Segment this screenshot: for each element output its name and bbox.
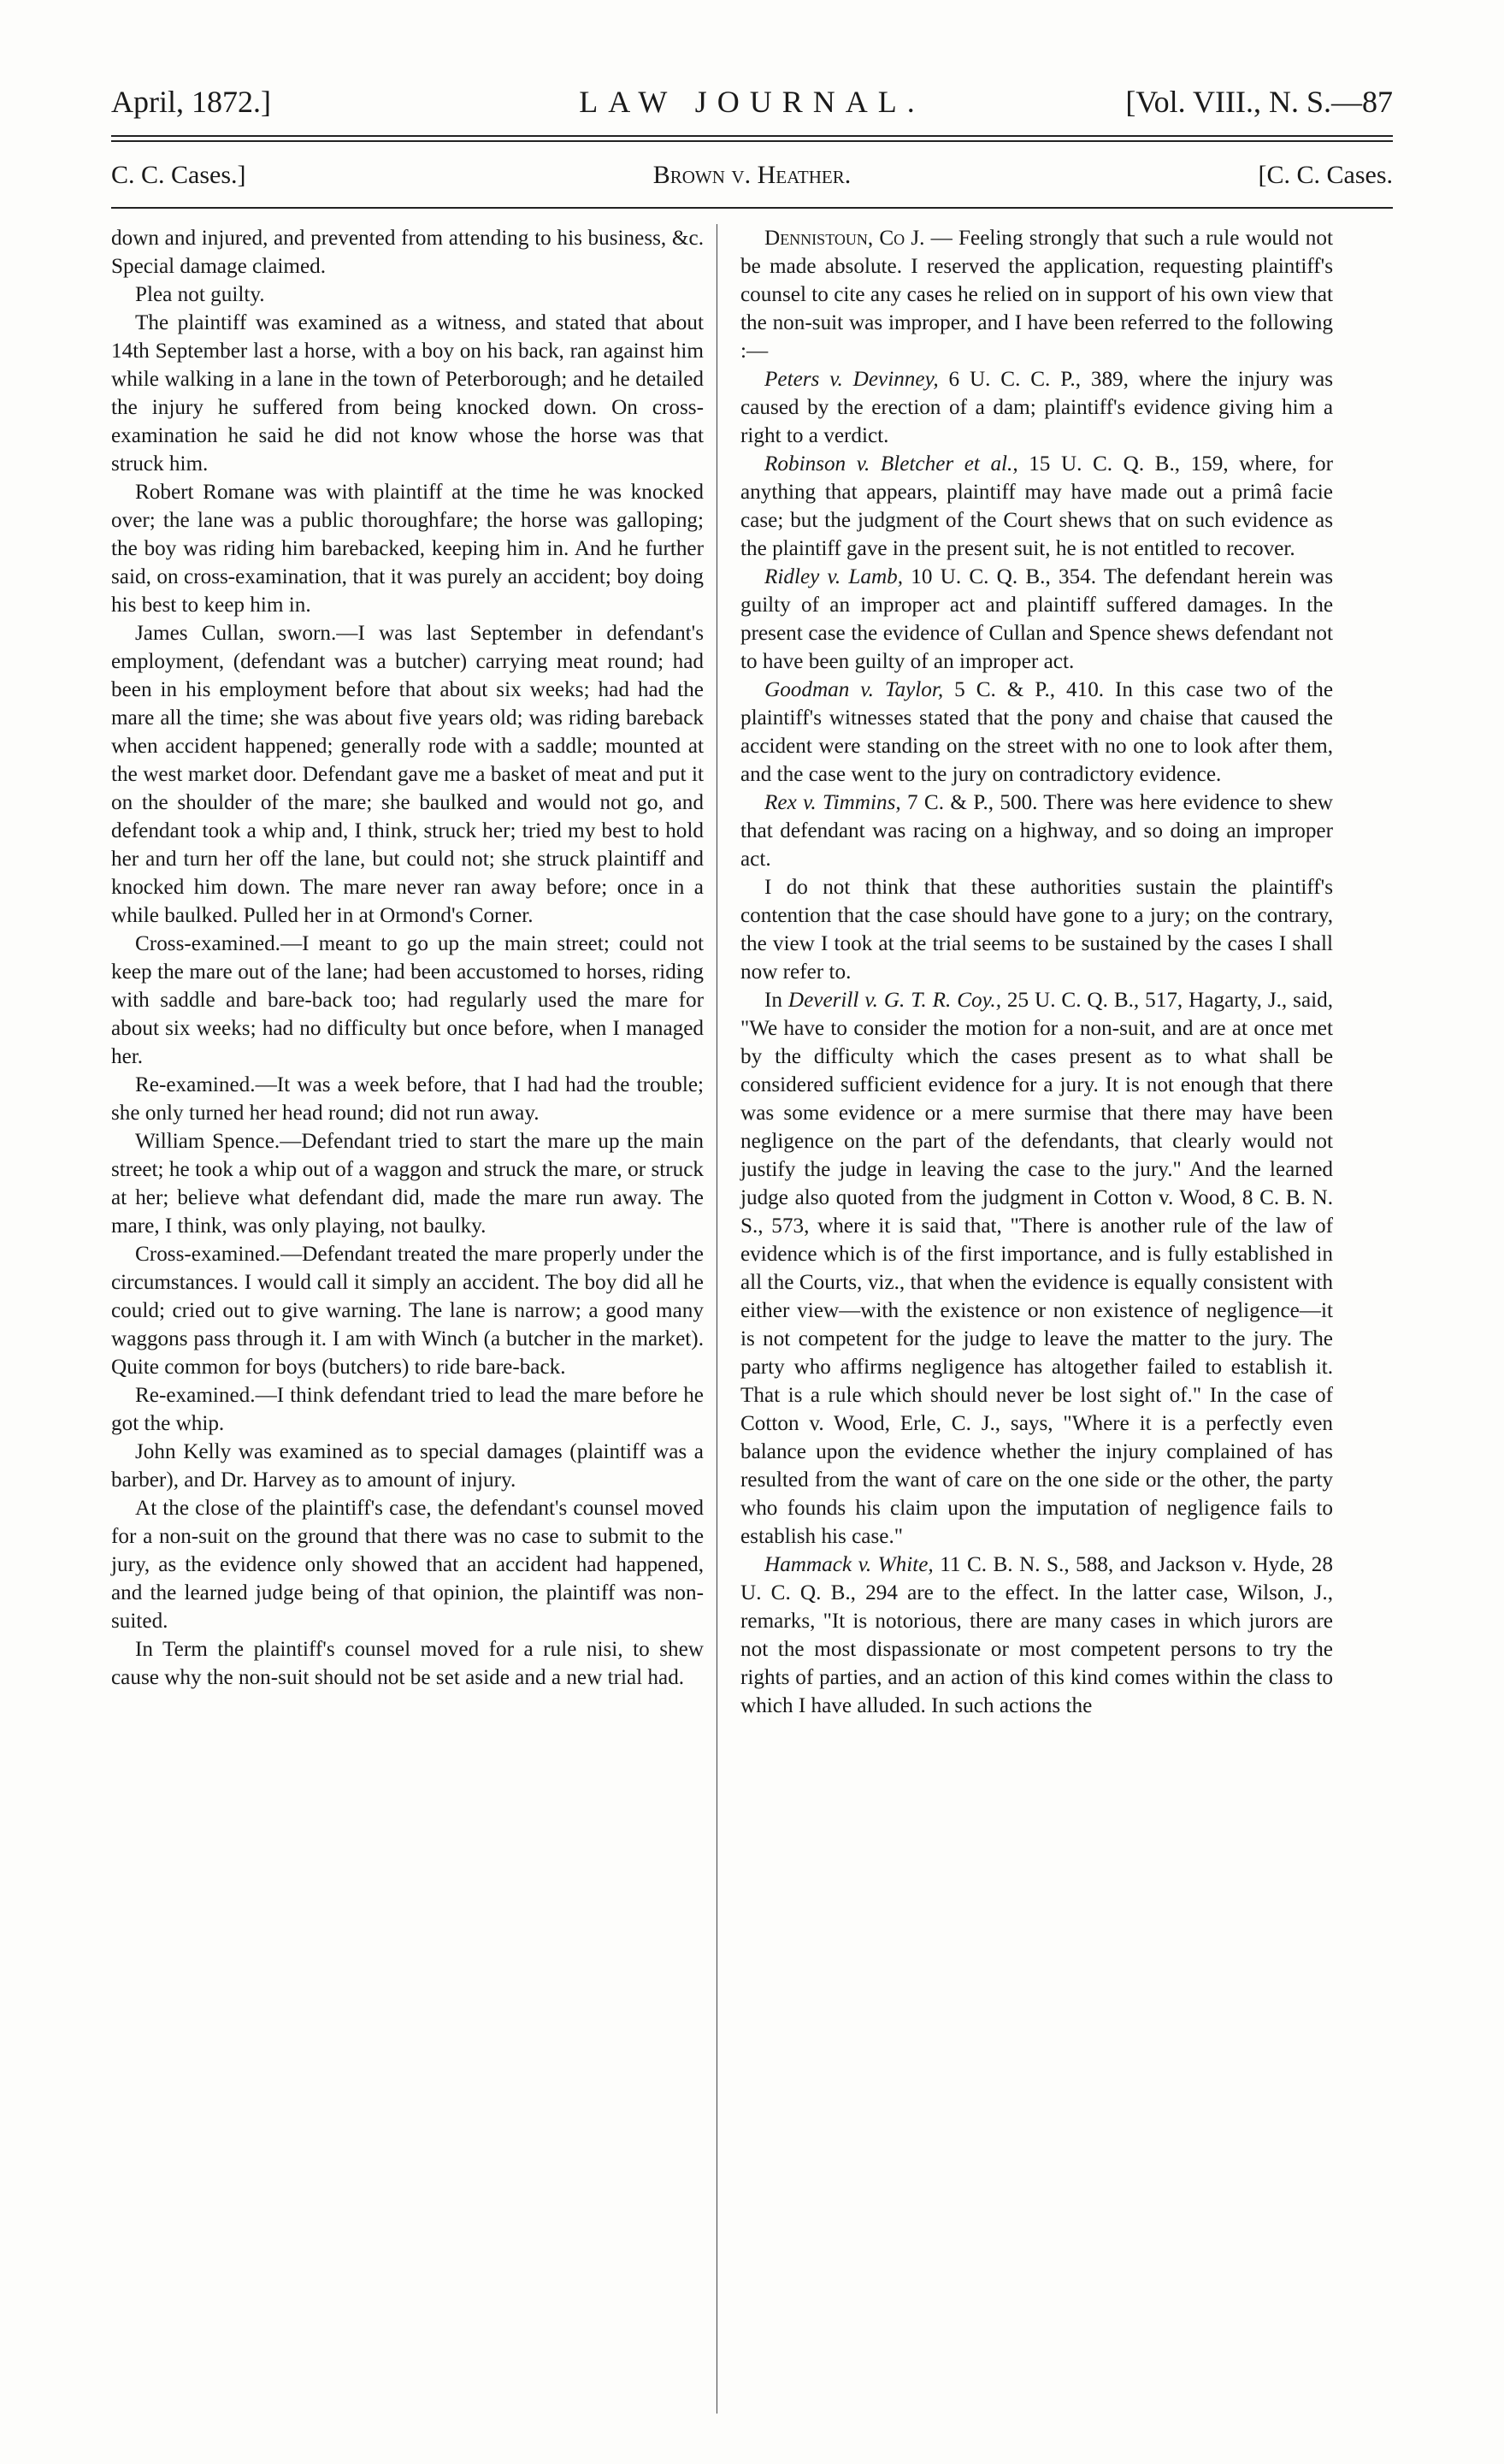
case-title: Brown v. Heather. <box>652 161 852 189</box>
paragraph <box>740 450 1333 563</box>
paragraph: Robert Romane was with plaintiff at the time he was knocked over; the lane was a public thoroughfare; the horse was galloping; the boy was riding him barebacked, keeping him in. And he further said, on cross-examination, that it was purely an accident; boy doing his best to keep him in. <box>111 481 704 617</box>
text: 6 U. C. C. P., 389, where the injury was caused by the erection of a dam; plaintiff's evidence giving him a right to a verdict. <box>740 368 1333 447</box>
header-rule-double <box>111 140 1393 142</box>
case-citation: Ridley v. Lamb, <box>764 565 904 588</box>
text: 7 C. & P., 500. There was here evidence to shew that defendant was racing on a highway, and so doing an improper act. <box>740 791 1333 871</box>
case-header <box>111 161 1393 204</box>
header-volume: [Vol. VIII., N. S.—87 <box>1125 85 1393 119</box>
text: 11 C. B. N. S., 588, and Jackson v. Hyde, 28 U. C. Q. B., 294 are to the effect. In the latter case, Wilson, J., remarks, "It is notorious, there are many cases in which jurors are not the most dispassionate or most competent persons to try the rights of parties, and an action of this kind comes within the class to which I have alluded. In such actions the <box>740 1553 1333 1717</box>
running-header <box>111 84 1393 132</box>
text: 10 U. C. Q. B., 354. The defendant herein was guilty of an improper act and plaintiff suffered damages. In the present case the evidence of Cullan and Spence shews defendant not to have been guilty of an improper act. <box>740 565 1333 673</box>
header-date: April, 1872.] <box>111 85 271 119</box>
text: In <box>764 989 788 1012</box>
paragraph: At the close of the plaintiff's case, the defendant's counsel moved for a non-suit on the ground that there was no case to submit to the jury, as the evidence only showed that an accident had happened, and the learned judge being of that opinion, the plaintiff was non-suited. <box>111 1497 704 1633</box>
paragraph: James Cullan, sworn.—I was last September in defendant's employment, (defendant was a butcher) carrying meat round; had been in his employment before that about six weeks; had had the mare all the time; she was about five years old; was riding bareback when accident happened; generally rode with a saddle; mounted at the west market door. Defendant gave me a basket of meat and put it on the shoulder of the mare; she baulked and would not go, and defendant took a whip and, I think, struck her; tried my best to hold her and turn her off the lane, but could not; she struck plaintiff and knocked him down. The mare never ran away before; once in a while baulked. Pulled her in at Ormond's Corner. <box>111 622 704 927</box>
text: 25 U. C. Q. B., 517, Hagarty, J., said, "We have to consider the motion for a non-suit, and are at once met by the difficulty which the cases present as to what shall be considered sufficient evidence for a jury. It is not enough that there was some evidence or a mere surmise that there may have been negligence on the part of the defendants, that clearly would not justify the judge in leaving the case to the jury." And the learned judge also quoted from the judgment in Cotton v. Wood, 8 C. B. N. S., 573, where it is said that, "There is another rule of the law of evidence which is of the first importance, and is fully established in all the Courts, viz., that when the evidence is equally consistent with either view—with the existence or non existence of negligence—it is not competent for the judge to leave the matter to the jury. The party who affirms negligence has altogether failed to establish it. That is a rule which should never be lost sight of." In the case of Cotton v. Wood, Erle, C. J., says, "Where it is a perfectly even balance upon the evidence whether the injury complained of has resulted from the want of care on the one side or the other, the party who founds his claim upon the imputation of negligence fails to establish his case." <box>740 989 1334 1548</box>
case-citation: Deverill v. G. T. R. Coy., <box>787 989 1001 1012</box>
case-citation: Peters v. Devinney, <box>764 368 939 391</box>
paragraph <box>740 365 1333 450</box>
paragraph <box>740 1551 1333 1720</box>
paragraph <box>740 224 1333 365</box>
text: — Feeling strongly that such a rule would not be made absolute. I reserved the application, requesting plaintiff's counsel to cite any cases he relied on in support of his own view that the non-suit was improper, and I have been referred to the following :— <box>740 227 1333 363</box>
right-column <box>740 224 1333 2414</box>
section-right: [C. C. Cases. <box>1258 161 1393 189</box>
case-citation: Goodman v. Taylor, <box>764 678 944 701</box>
paragraph <box>740 676 1333 789</box>
left-column <box>111 224 704 2414</box>
text: 5 C. & P., 410. In this case two of the plaintiff's witnesses stated that the pony and chaise that caused the accident were standing on the street with no one to look after them, and the case went to the jury on contradictory evidence. <box>740 678 1333 786</box>
paragraph: Re-examined.—It was a week before, that I had had the trouble; she only turned her head round; did not run away. <box>111 1073 704 1125</box>
paragraph <box>740 563 1333 676</box>
paragraph: Plea not guilty. <box>135 283 265 306</box>
paragraph <box>740 986 1333 1551</box>
paragraph: The plaintiff was examined as a witness, and stated that about 14th September last a horse, with a boy on his back, ran against him while walking in a lane in the town of Peterborough; and he detailed the injury he suffered from being knocked down. On cross-examination he said he did not know whose the horse was that struck him. <box>111 311 704 476</box>
journal-title: LAW JOURNAL. <box>579 85 925 119</box>
paragraph: In Term the plaintiff's counsel moved for a rule nisi, to shew cause why the non-suit should not be set aside and a new trial had. <box>111 1638 704 1689</box>
paragraph: down and injured, and prevented from attending to his business, &c. Special damage claimed. <box>111 227 704 278</box>
case-citation: Hammack v. White, <box>764 1553 934 1576</box>
case-citation: Robinson v. Bletcher et al., <box>764 452 1018 476</box>
case-citation: Rex v. Timmins, <box>764 791 901 814</box>
judge-name: Dennistoun, Co J. <box>764 227 925 250</box>
paragraph: William Spence.—Defendant tried to start the mare up the main street; he took a whip out of a waggon and struck the mare, or struck at her; believe what defendant did, made the mare run away. The mare, I think, was only playing, not baulky. <box>111 1130 704 1238</box>
text: 15 U. C. Q. B., 159, where, for anything that appears, plaintiff may have made out a primâ facie case; but the judgment of the Court shews that on such evidence as the plaintiff gave in the present suit, he is not entitled to recover. <box>740 452 1333 560</box>
subheader-rule <box>111 207 1393 209</box>
paragraph <box>740 789 1333 873</box>
paragraph: I do not think that these authorities sustain the plaintiff's contention that the case should have gone to a jury; on the contrary, the view I took at the trial seems to be sustained by the cases I shall now refer to. <box>740 876 1333 984</box>
header-rule <box>111 135 1393 137</box>
paragraph: Re-examined.—I think defendant tried to lead the mare before he got the whip. <box>111 1384 704 1435</box>
section-left: C. C. Cases.] <box>111 161 246 189</box>
paragraph: Cross-examined.—I meant to go up the main street; could not keep the mare out of the lane; had been accustomed to horses, riding with saddle and bare-back too; had regularly used the mare for about six weeks; had no difficulty but once before, when I managed her. <box>111 932 704 1068</box>
paragraph: Cross-examined.—Defendant treated the mare properly under the circumstances. I would call it simply an accident. The boy did all he could; cried out to give warning. The lane is narrow; a good many waggons pass through it. I am with Winch (a butcher in the market). Quite common for boys (butchers) to ride bare-back. <box>111 1243 704 1379</box>
paragraph: John Kelly was examined as to special damages (plaintiff was a barber), and Dr. Harvey as to amount of injury. <box>111 1440 704 1492</box>
